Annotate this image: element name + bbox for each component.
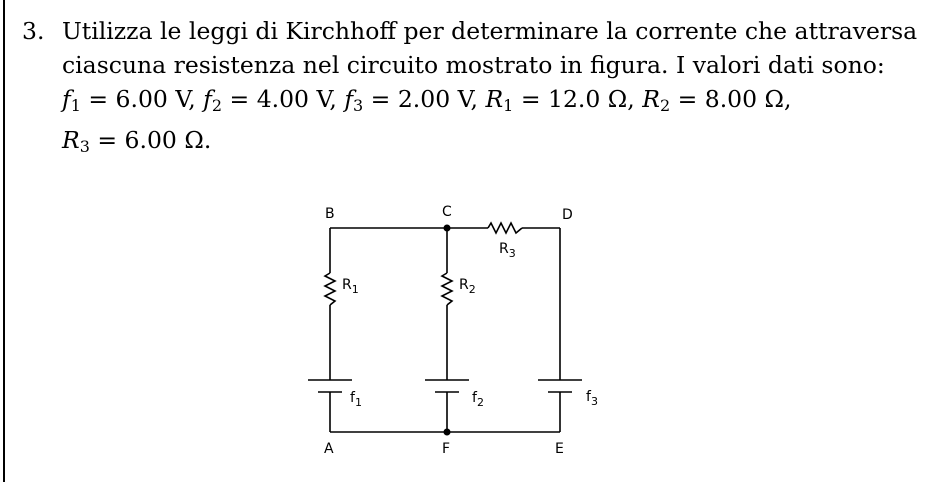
resistor-r3 xyxy=(488,223,522,233)
margin-rule xyxy=(3,0,5,482)
problem-line-2: ciascuna resistenza nel circuito mostrato in figura. I valori dati sono: xyxy=(62,51,885,79)
resistor-label-r3: $R_3$ xyxy=(499,241,516,260)
source-label-f3: $f_3$ xyxy=(586,389,598,408)
resistor-r1 xyxy=(325,273,335,305)
node-label-e: E xyxy=(555,441,564,457)
given-values-line-1: $f_1 = 6.00$ V, $f_2 = 4.00$ V, $f_3 = 2.00$ V, $R_1 = 12.0$ Ω, $R_2 = 8.00$ Ω, xyxy=(62,85,792,115)
node-label-c: C xyxy=(442,204,452,220)
junction-c xyxy=(444,225,451,232)
problem-statement xyxy=(22,14,934,164)
junction-f xyxy=(444,429,451,436)
value-f2: $f_2 = 4.00$ V xyxy=(203,85,330,115)
node-label-b: B xyxy=(325,206,335,222)
node-label-a: A xyxy=(324,441,334,457)
problem-line-1: Utilizza le leggi di Kirchhoff per determinare la corrente che attraversa xyxy=(62,17,918,45)
value-f1: $f_1 = 6.00$ V xyxy=(62,85,189,115)
problem-body xyxy=(62,14,934,164)
value-r2: $R_2 = 8.00$ Ω xyxy=(642,85,785,115)
value-r1: $R_1 = 12.0$ Ω xyxy=(485,85,628,115)
node-label-d: D xyxy=(562,207,573,223)
value-r3: $R_3 = 6.00$ Ω xyxy=(62,126,204,156)
resistor-label-r1: $R_1$ xyxy=(342,277,359,296)
circuit-diagram xyxy=(300,195,620,475)
source-label-f1: $f_1$ xyxy=(350,390,362,409)
problem-number: 3. xyxy=(22,17,45,45)
resistor-label-r2: $R_2$ xyxy=(459,277,476,296)
value-f3: $f_3 = 2.00$ V xyxy=(344,85,471,115)
given-values-line-2: $R_3 = 6.00$ Ω. xyxy=(62,126,212,156)
node-label-f: F xyxy=(442,441,451,457)
source-label-f2: $f_2$ xyxy=(472,390,484,409)
resistor-r2 xyxy=(442,273,452,305)
